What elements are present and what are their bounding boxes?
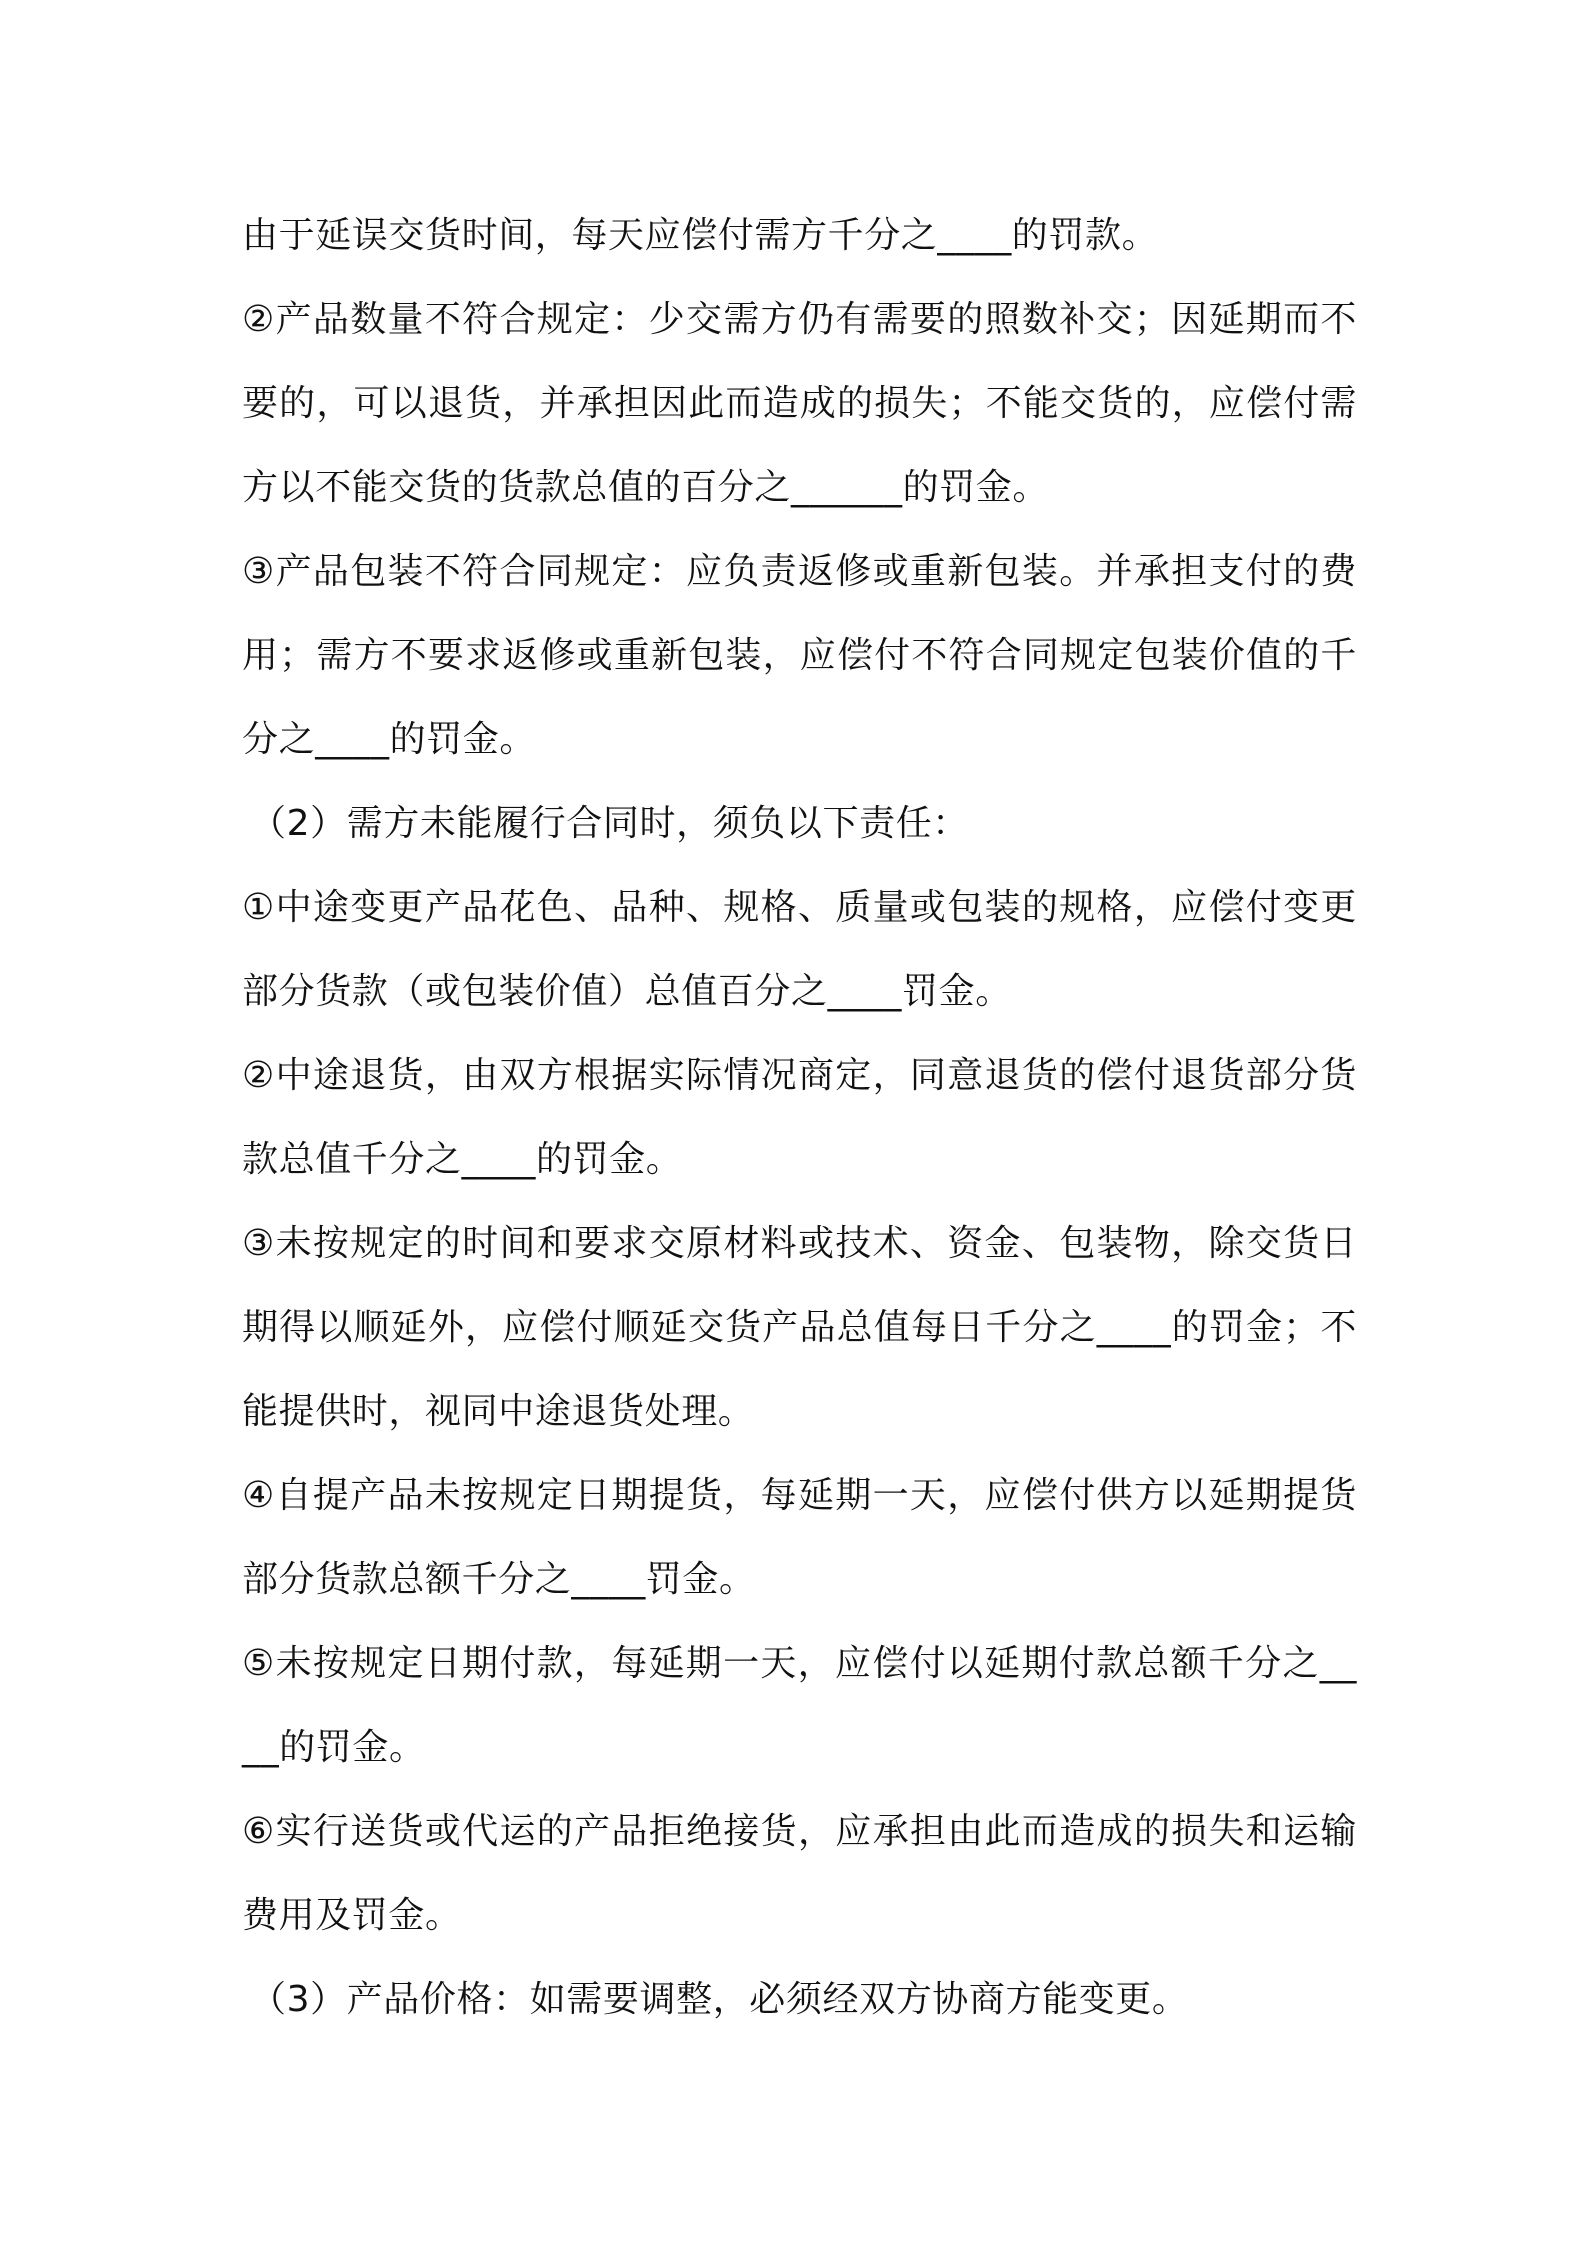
paragraph-line: 方以不能交货的货款总值的百分之______的罚金。 (242, 467, 1050, 508)
paragraph-line: ③未按规定的时间和要求交原材料或技术、资金、包装物，除交货日 (242, 1223, 1357, 1264)
paragraph-line: 用；需方不要求返修或重新包装，应偿付不符合同规定包装价值的千 (242, 635, 1357, 676)
paragraph-line: 期得以顺延外，应偿付顺延交货产品总值每日千分之____的罚金；不 (242, 1307, 1357, 1348)
paragraph-line: ③产品包装不符合同规定：应负责返修或重新包装。并承担支付的费 (242, 551, 1357, 592)
document-body (242, 194, 1357, 2042)
paragraph-line: 由于延误交货时间，每天应偿付需方千分之____的罚款。 (242, 215, 1159, 256)
paragraph-line: 费用及罚金。 (242, 1895, 462, 1936)
paragraph-line: ②产品数量不符合规定：少交需方仍有需要的照数补交；因延期而不 (242, 299, 1357, 340)
section-heading: （3）产品价格：如需要调整，必须经双方协商方能变更。 (250, 1979, 1189, 2020)
paragraph-line: 能提供时，视同中途退货处理。 (242, 1391, 755, 1432)
paragraph-line: ⑥实行送货或代运的产品拒绝接货，应承担由此而造成的损失和运输 (242, 1811, 1357, 1852)
paragraph-line: 部分货款总额千分之____罚金。 (242, 1559, 756, 1600)
paragraph-line: ①中途变更产品花色、品种、规格、质量或包装的规格，应偿付变更 (242, 887, 1357, 928)
paragraph-line: ⑤未按规定日期付款，每延期一天，应偿付以延期付款总额千分之__ (242, 1643, 1357, 1684)
paragraph-line: ④自提产品未按规定日期提货，每延期一天，应偿付供方以延期提货 (242, 1475, 1357, 1516)
paragraph-line: __的罚金。 (242, 1727, 426, 1768)
paragraph-line: 款总值千分之____的罚金。 (242, 1139, 683, 1180)
section-heading: （2）需方未能履行合同时，须负以下责任： (250, 803, 969, 844)
paragraph-line: ②中途退货，由双方根据实际情况商定，同意退货的偿付退货部分货 (242, 1055, 1357, 1096)
paragraph-line: 分之____的罚金。 (242, 719, 536, 760)
paragraph-line: 要的，可以退货，并承担因此而造成的损失；不能交货的，应偿付需 (242, 383, 1357, 424)
paragraph-line: 部分货款（或包装价值）总值百分之____罚金。 (242, 971, 1012, 1012)
